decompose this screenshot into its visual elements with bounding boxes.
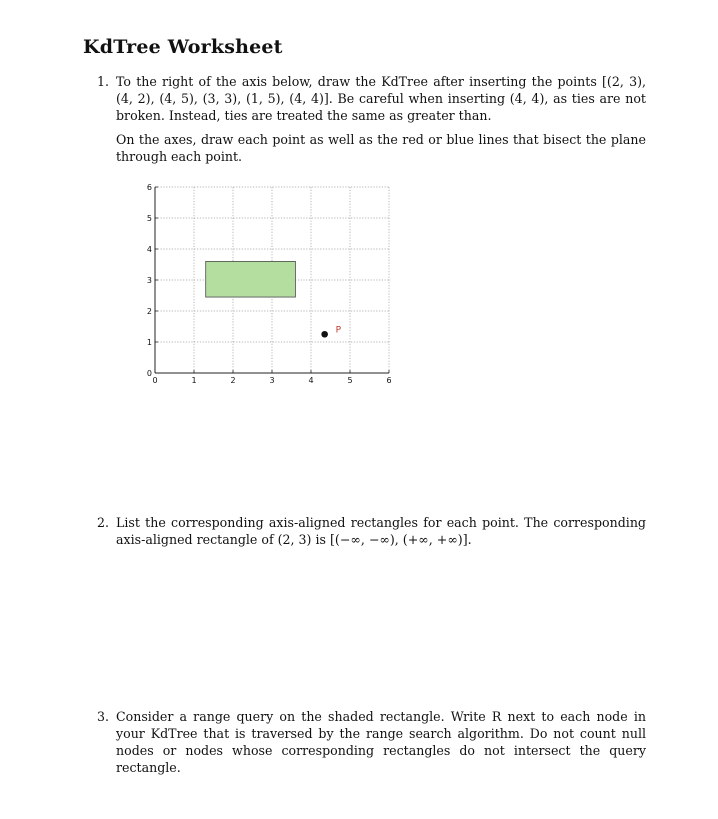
x-tick-label: 1 (191, 376, 197, 385)
question-text: List the corresponding axis-aligned rectangles for each point. The corresponding axis-aligned rectangle of (2, 3) is [(−∞, −∞), (+∞, +∞)]. (116, 515, 646, 547)
y-tick-label: 2 (146, 307, 152, 316)
question-text: Consider a range query on the shaded rectangle. Write R next to each node in your KdTree that is traversed by the range search algorithm. Do not count null nodes or nodes whose corresponding rectangles do not intersect the query rectangle. (116, 709, 646, 775)
y-tick-label: 6 (146, 183, 152, 192)
x-tick-label: 5 (347, 376, 353, 385)
y-tick-label: 4 (146, 245, 152, 254)
x-tick-label: 2 (230, 376, 236, 385)
question-text: To the right of the axis below, draw the KdTree after inserting the points [(2, 3), (4, 2), (4, 5), (3, 3), (1, 5), (4, 4)]. Be careful when inserting (4, 4), as ties are not broken. Instead, ties are treated the same as greater than. (116, 74, 646, 123)
kd-axes-plot (140, 178, 400, 388)
question-number: 1. (97, 74, 110, 89)
x-tick-label: 0 (152, 376, 158, 385)
y-tick-label: 1 (146, 338, 152, 347)
point-label: P (335, 325, 342, 336)
x-tick-label: 3 (269, 376, 275, 385)
data-point (321, 331, 328, 338)
x-tick-label: 4 (308, 376, 314, 385)
y-tick-label: 3 (146, 276, 152, 285)
x-tick-label: 6 (386, 376, 392, 385)
question-text: On the axes, draw each point as well as the red or blue lines that bisect the plane through each point. (116, 132, 646, 164)
y-tick-label: 0 (146, 369, 152, 378)
y-tick-label: 5 (146, 214, 152, 223)
query-rectangle (206, 261, 296, 297)
question-number: 3. (97, 709, 110, 724)
worksheet-title: KdTree Worksheet (83, 36, 283, 58)
question-number: 2. (97, 515, 110, 530)
